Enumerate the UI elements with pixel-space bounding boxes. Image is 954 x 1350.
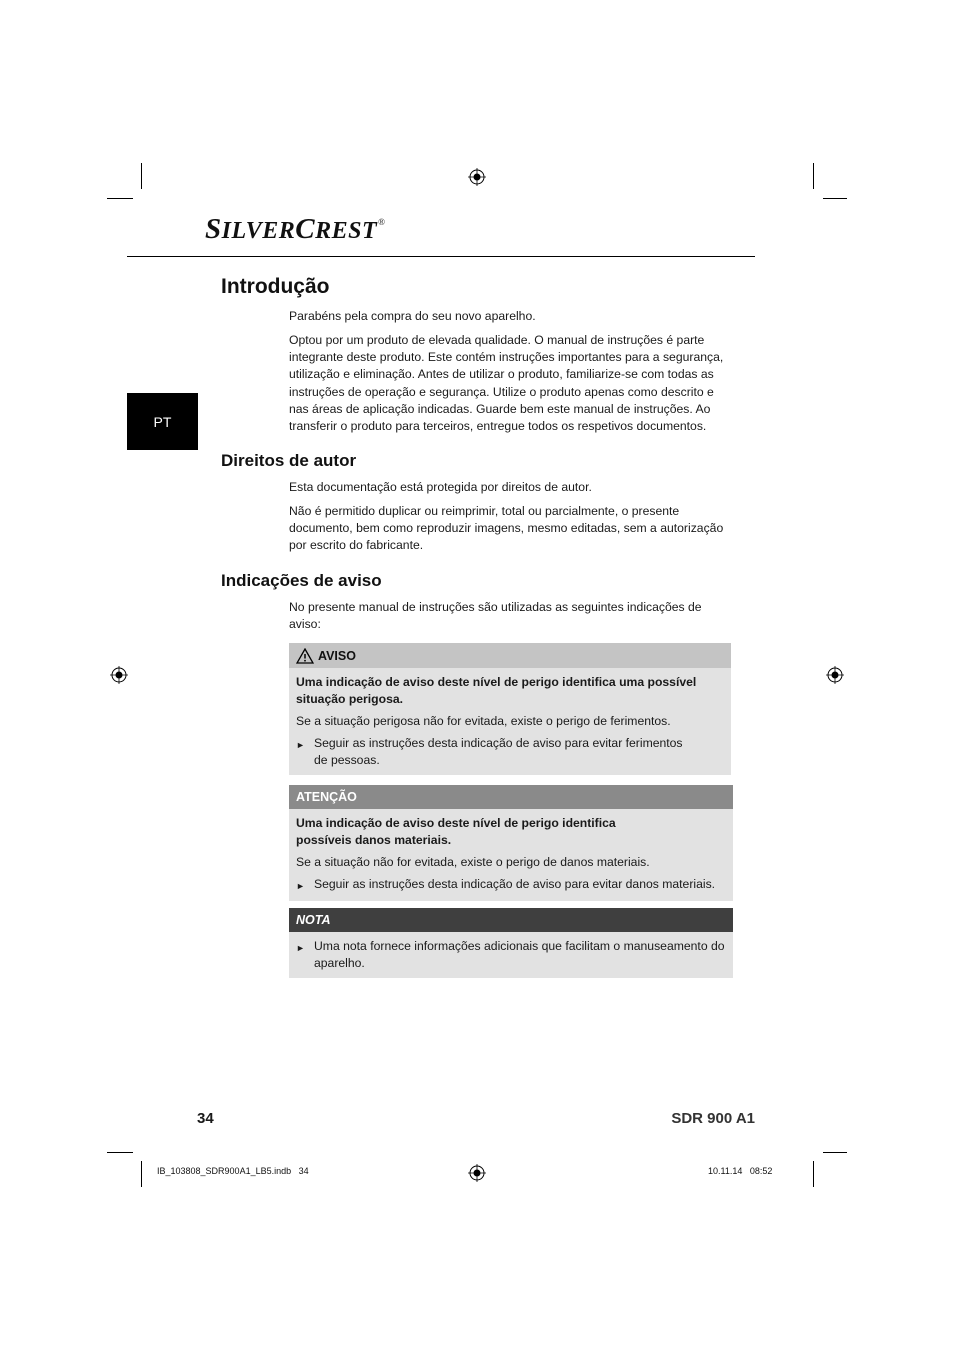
warnings-intro: No presente manual de instruções são utilizadas as seguintes indicações de aviso: [289, 600, 702, 632]
intro-paragraph: Parabéns pela compra do seu novo aparelho. [289, 309, 536, 323]
warning-box-header: ATENÇÃO [289, 785, 733, 809]
brand-logo: SILVERCREST® [205, 213, 386, 245]
intro-paragraph: Optou por um produto de elevada qualidade. O manual de instruções é parte integrante deste produto. Este contém instruções importantes para a segurança, utilização e eliminação. Antes de utilizar o produto, familiarize-se com todas as instruções de operação e segurança. Utilize o produto apenas como descrito e nas áreas de aplicação indicadas. Guarde bem este manual de instruções. Ao transferir o produto para terceiros, entregue todos os respetivos documentos. [289, 333, 724, 434]
arrow-bullet-icon: ► [296, 943, 305, 953]
section-heading-copyright: Direitos de autor [221, 451, 357, 470]
header-rule [127, 256, 755, 257]
warning-box-aviso [289, 643, 731, 775]
registration-mark-icon [826, 666, 844, 684]
crop-mark [813, 163, 814, 189]
registration-mark-icon [468, 168, 486, 186]
print-slug-file: IB_103808_SDR900A1_LB5.indb 34 [157, 1166, 309, 1176]
language-tab: PT [127, 393, 198, 450]
crop-mark [823, 1152, 847, 1153]
crop-mark [813, 1161, 814, 1187]
list-item: ► Seguir as instruções desta indicação de aviso para evitar danos materiais. [296, 876, 725, 895]
print-slug-date: 10.11.14 08:52 [708, 1166, 773, 1176]
copyright-paragraph: Não é permitido duplicar ou reimprimir, total ou parcialmente, o presente documento, bem como reproduzir imagens, mesmo editadas, sem a autorização por escrito do fabricante. [289, 504, 724, 553]
list-item: ► Uma nota fornece informações adicionais que facilitam o manuseamento do aparelho. [296, 938, 725, 972]
warning-box-body: Uma indicação de aviso deste nível de perigo identifica uma possível situação perigosa. Se a situação perigosa não for evitada, existe o perigo de ferimentos. ► Seguir as instruções desta indicação de aviso para evitar ferimentos de pessoas. [289, 668, 731, 775]
warning-box-atencao [289, 785, 733, 901]
warning-triangle-icon [296, 648, 314, 664]
page-number: 34 [197, 1110, 214, 1127]
crop-mark [107, 198, 133, 199]
registration-mark-icon [110, 666, 128, 684]
crop-mark [141, 163, 142, 189]
note-box-header: NOTA [289, 908, 733, 932]
section-heading-warnings: Indicações de aviso [221, 571, 382, 590]
warning-box-header: AVISO [289, 643, 731, 668]
warning-box-body: Uma indicação de aviso deste nível de perigo identifica possíveis danos materiais. Se a situação não for evitada, existe o perigo de danos materiais. ► Seguir as instruções desta indicação de aviso para evitar danos materiais. [289, 809, 733, 901]
crop-mark [141, 1161, 142, 1187]
note-box [289, 908, 733, 978]
note-box-body [289, 932, 733, 978]
registration-mark-icon [468, 1164, 486, 1182]
list-item: ► Seguir as instruções desta indicação de aviso para evitar ferimentos de pessoas. [296, 735, 723, 769]
arrow-bullet-icon: ► [296, 880, 305, 891]
crop-mark [823, 198, 847, 199]
model-number: SDR 900 A1 [671, 1110, 755, 1127]
arrow-bullet-icon: ► [296, 739, 305, 750]
crop-mark [107, 1152, 133, 1153]
copyright-paragraph: Esta documentação está protegida por direitos de autor. [289, 480, 592, 494]
page-title: Introdução [221, 275, 330, 298]
